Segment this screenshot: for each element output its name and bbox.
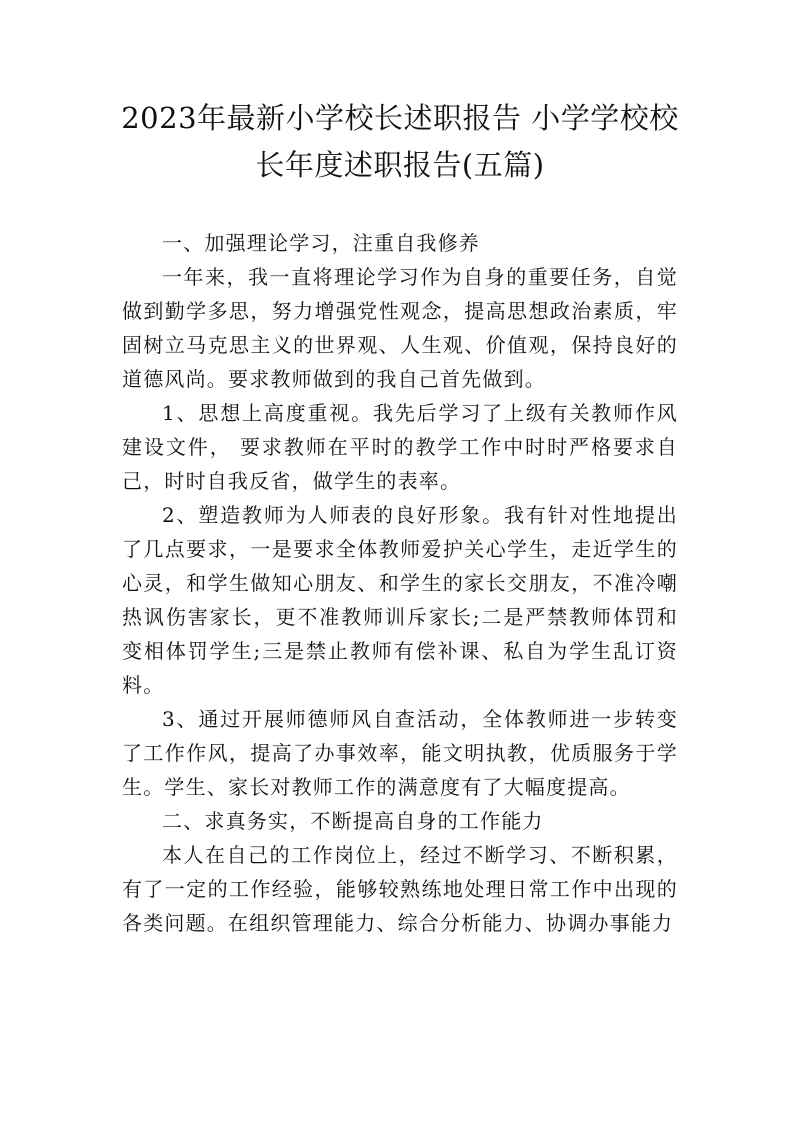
title-line-2: 长年度述职报告(五篇) xyxy=(255,148,545,182)
document-title xyxy=(96,95,704,189)
body-paragraph: 3、通过开展师德师风自查活动，全体教师进一步转变了工作作风，提高了办事效率，能文明执教，优质服务于学生。学生、家长对教师工作的满意度有了大幅度提高。 xyxy=(122,707,678,799)
body-paragraph: 一年来，我一直将理论学习作为自身的重要任务，自觉做到勤学多思，努力增强党性观念，提高思想政治素质，牢固树立马克思主义的世界观、人生观、价值观，保持良好的道德风尚。要求教师做到的我自己首先做到。 xyxy=(122,265,678,391)
body-paragraph: 2、塑造教师为人师表的良好形象。我有针对性地提出了几点要求，一是要求全体教师爱护关心学生，走近学生的心灵，和学生做知心朋友、和学生的家长交朋友，不准冷嘲热讽伤害家长，更不准教师训斥家长;二是严禁教师体罚和变相体罚学生;三是禁止教师有偿补课、私自为学生乱订资料。 xyxy=(122,503,678,697)
body-paragraph: 本人在自己的工作岗位上，经过不断学习、不断积累，有了一定的工作经验，能够较熟练地处理日常工作中出现的各类问题。在组织管理能力、综合分析能力、协调办事能力 xyxy=(122,843,678,935)
section-heading-1: 一、加强理论学习，注重自我修养 xyxy=(162,231,480,255)
body-paragraph: 1、思想上高度重视。我先后学习了上级有关教师作风建设文件， 要求教师在平时的教学工作中时时严格要求自己，时时自我反省，做学生的表率。 xyxy=(122,401,678,493)
title-line-1: 2023年最新小学校长述职报告 小学学校校 xyxy=(121,101,679,135)
section-heading-2: 二、求真务实，不断提高自身的工作能力 xyxy=(162,809,544,833)
document-body xyxy=(122,226,678,940)
